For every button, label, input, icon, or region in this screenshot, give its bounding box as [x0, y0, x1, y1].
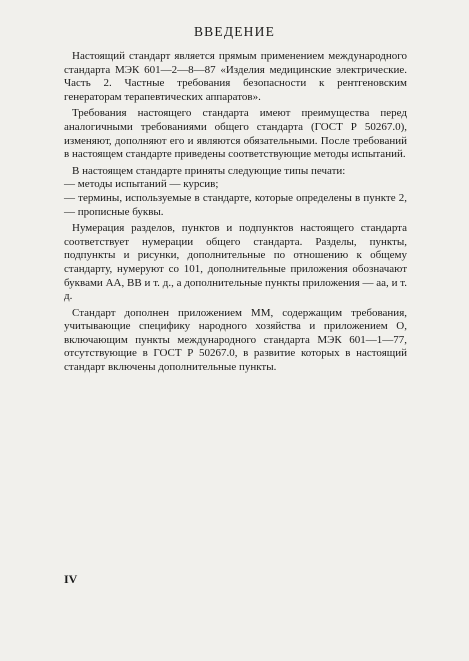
- paragraph-1: Настоящий стандарт является прямым применением международного стандарта МЭК 601—2—8—87 «Изделия медицинские электрические. Часть 2. Частные требования безопасности к рентгеновским генераторам терапевтических аппаратов».: [64, 50, 407, 103]
- paragraph-numbering: Нумерация разделов, пунктов и подпунктов настоящего стандарта соответствует нумерации общего стандарта. Разделы, пункты, подпункты и рисунки, дополнительные по отношению к общему стандарту, нумеруют со 101, дополнительные приложения обозначают буквами АА, ВВ и т. д., а дополнительные пункты приложения — аа, и т. д.: [64, 222, 407, 303]
- list-item-italic: — методы испытаний — курсив;: [64, 178, 219, 191]
- paragraph-print-types: В настоящем стандарте приняты следующие типы печати:: [72, 164, 346, 177]
- body-text: [64, 50, 407, 378]
- paragraph-appendices: Стандарт дополнен приложением ММ, содержащим требования, учитывающие специфику народного хозяйства и приложением О, включающим пункты международного стандарта МЭК 601—1—77, отсутствующие в ГОСТ Р 50267.0, в развитие которых в настоящий стандарт включены дополнительные пункты.: [64, 306, 407, 374]
- list-item-capitals: — термины, используемые в стандарте, которые определены в пункте 2, — прописные буквы.: [64, 191, 407, 218]
- paragraph-2: Требования настоящего стандарта имеют преимущества перед аналогичными требованиями общего стандарта (ГОСТ Р 50267.0), изменяют, дополняют его и являются обязательными. После требований в настоящем стандарте приведены соответствующие методы испытаний.: [64, 107, 407, 161]
- page-title: ВВЕДЕНИЕ: [193, 24, 276, 39]
- page-number: IV: [64, 572, 78, 586]
